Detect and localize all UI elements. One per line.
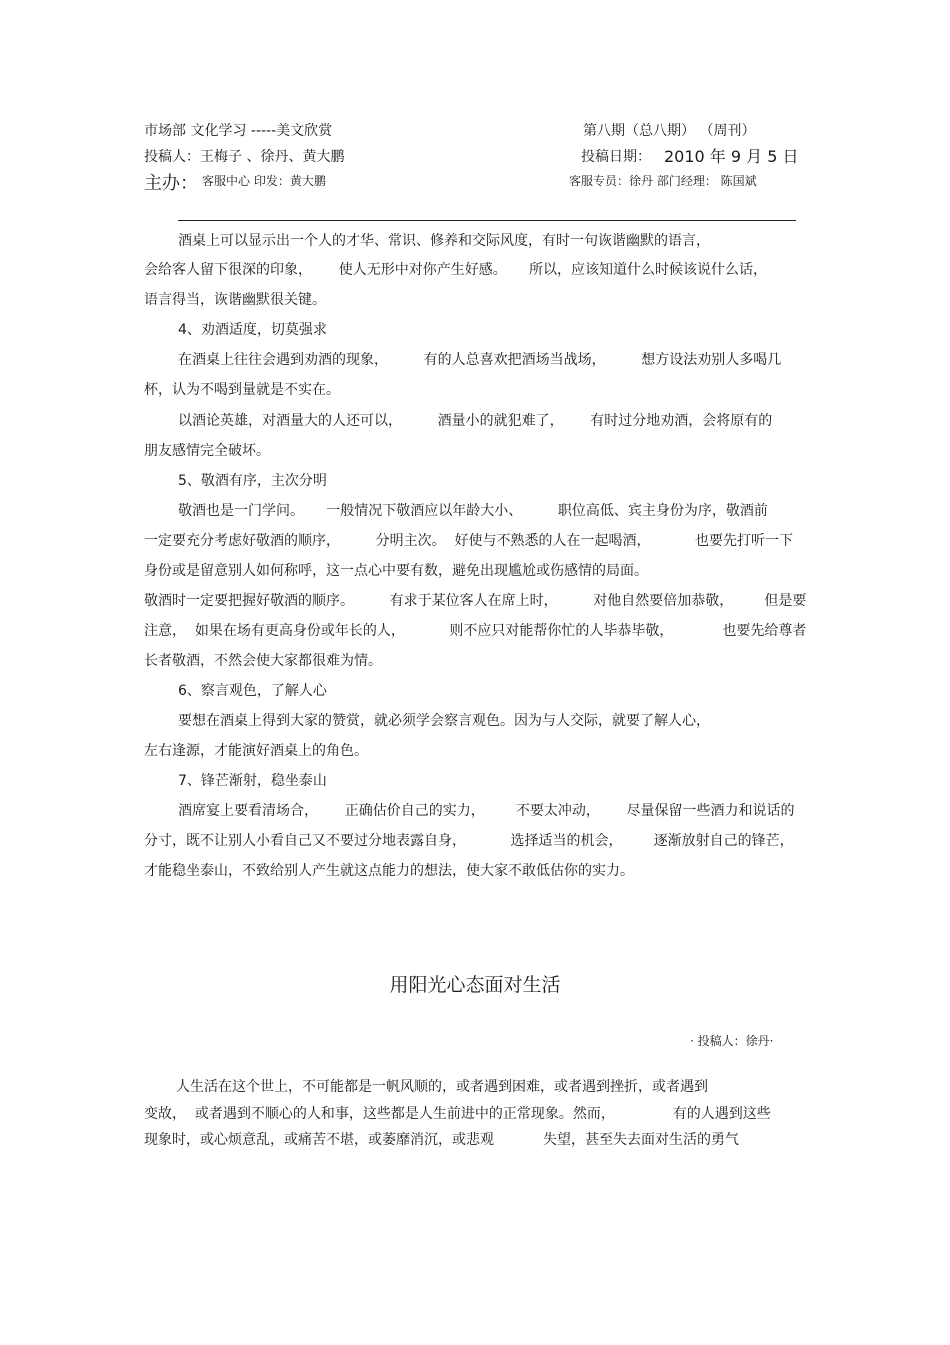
a1-line-13: 敬酒时一定要把握好敬酒的顺序。 有求于某位客人在席上时， 对他自然要倍加恭敬， 但是要: [144, 593, 807, 609]
a1-line-11: 一定要充分考虑好敬酒的顺序， 分明主次。 好使与不熟悉的人在一起喝酒， 也要先打听一下: [144, 533, 794, 549]
a1-line-1: 酒桌上可以显示出一个人的才华、常识、修养和交际风度，有时一句诙谐幽默的语言，: [178, 233, 710, 249]
a1-line-12: 身份或是留意别人如何称呼，这一点心中要有数，避免出现尴尬或伤感情的局面。: [144, 563, 648, 579]
article-title: 用阳光心态面对生活: [389, 974, 561, 996]
a1-line-6: 杯，认为不喝到量就是不实在。: [144, 382, 340, 398]
organizer-label: 主办：: [144, 173, 198, 194]
a1-line-10: 敬酒也是一门学问。 一般情况下敬酒应以年龄大小、 职位高低、宾主身份为序，敬酒前: [178, 503, 768, 519]
a1-line-17: 要想在酒桌上得到大家的赞赏，就必须学会察言观色。因为与人交际，就要了解人心，: [178, 713, 710, 729]
header-left-1: 市场部 文化学习 -----美文欣赏: [144, 123, 333, 139]
a1-line-2: 会给客人留下很深的印象， 使人无形中对你产生好感。 所以，应该知道什么时候该说什么话，: [144, 262, 767, 278]
a1-heading-7: 7、锋芒渐射，稳坐泰山: [178, 773, 327, 789]
a1-line-14: 注意， 如果在场有更高身份或年长的人， 则不应只对能帮你忙的人毕恭毕敬， 也要先给尊者: [144, 623, 807, 639]
header-divider: [178, 220, 796, 221]
issue-info: 第八期（总八期） （周刊）: [583, 123, 756, 139]
a2-line-2: 变故， 或者遇到不顺心的人和事，这些都是人生前进中的正常现象。然而， 有的人遇到这些: [144, 1106, 771, 1122]
a1-heading-5: 5、敬酒有序，主次分明: [178, 473, 327, 489]
a1-line-15: 长者敬酒，不然会使大家都很难为情。: [144, 653, 382, 669]
organizer-info: 客服中心 印发：黄大鹏: [202, 174, 326, 188]
a1-heading-6: 6、察言观色，了解人心: [178, 683, 327, 699]
a2-line-1: 人生活在这个世上，不可能都是一帆风顺的，或者遇到困难，或者遇到挫折，或者遇到: [176, 1079, 708, 1095]
a1-line-21: 分寸，既不让别人小看自己又不要过分地表露自身， 选择适当的机会， 逐渐放射自己的锋芒，: [144, 833, 794, 849]
a2-line-3: 现象时，或心烦意乱，或痛苦不堪，或萎靡消沉，或悲观 失望，甚至失去面对生活的勇气: [144, 1132, 739, 1148]
a1-line-5: 在酒桌上往往会遇到劝酒的现象， 有的人总喜欢把酒场当战场， 想方设法劝别人多喝几: [178, 352, 782, 368]
a1-line-7: 以酒论英雄，对酒量大的人还可以， 酒量小的就犯难了， 有时过分地劝酒，会将原有的: [178, 413, 773, 429]
a1-heading-4: 4、劝酒适度，切莫强求: [178, 322, 327, 338]
contributors: 投稿人：王梅子 、徐丹、黄大鹏: [144, 149, 345, 165]
staff-info: 客服专员：徐丹 部门经理： 陈国斌: [569, 174, 757, 188]
a1-line-8: 朋友感情完全破坏。: [144, 443, 270, 459]
submit-date: 2010 年 9 月 5 日: [664, 147, 799, 166]
a1-line-20: 酒席宴上要看清场合， 正确估价自己的实力， 不要太冲动， 尽量保留一些酒力和说话的: [178, 803, 795, 819]
submit-date-label: 投稿日期：: [581, 149, 651, 165]
a1-line-18: 左右逢源，才能演好酒桌上的角色。: [144, 743, 368, 759]
article-byline: · 投稿人：徐丹·: [690, 1034, 774, 1048]
a1-line-22: 才能稳坐泰山，不致给别人产生就这点能力的想法，使大家不敢低估你的实力。: [144, 863, 634, 879]
a1-line-3: 语言得当，诙谐幽默很关键。: [144, 292, 326, 308]
